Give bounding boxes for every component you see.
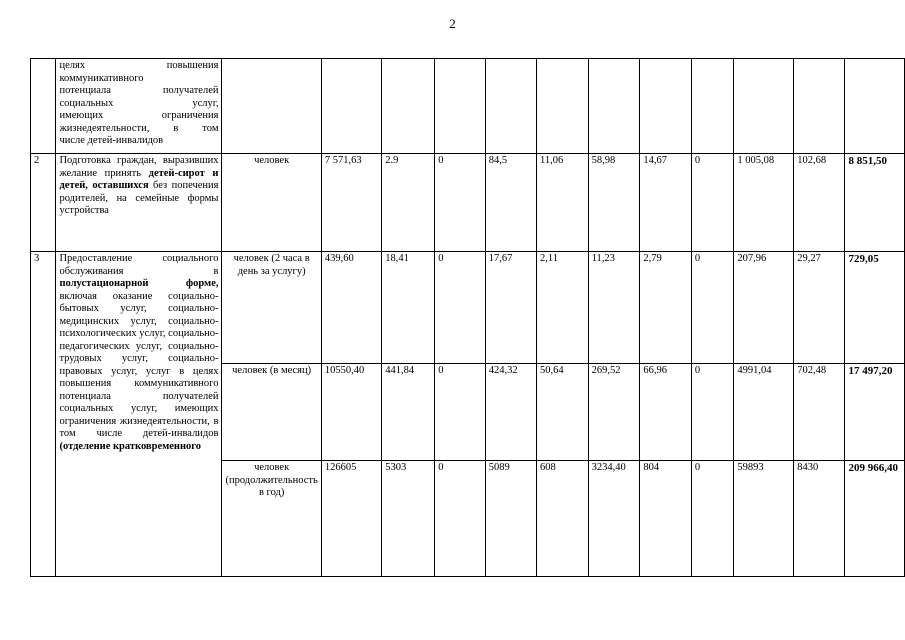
value-cell: 608 [537, 461, 589, 577]
value-cell: 84,5 [485, 154, 536, 252]
desc-line: числе детей-инвалидов [59, 135, 164, 146]
value-cell: 702,48 [794, 364, 845, 461]
unit-cell [222, 59, 321, 154]
value-cell: 1 005,08 [734, 154, 794, 252]
tariff-table [30, 58, 905, 577]
value-cell: 0 [691, 154, 734, 252]
value-cell: 8430 [794, 461, 845, 577]
value-cell: 804 [640, 461, 692, 577]
bold-text: полустационарной форме, [59, 278, 219, 289]
value-cell: 2,11 [537, 252, 589, 364]
bold-text: детей-сирот и детей, оставшихся [59, 167, 219, 191]
value-cell: 66,96 [640, 364, 692, 461]
value-cell: 2.9 [382, 154, 435, 252]
table-row [31, 59, 905, 154]
desc-line: жизнедеятельности, в том [59, 122, 219, 134]
table-row [31, 154, 905, 252]
value-cell: 126605 [321, 461, 381, 577]
total-cell: 17 497,20 [845, 364, 905, 461]
row-number [31, 59, 56, 154]
unit-cell: человек (2 часа в день за услугу) [222, 252, 321, 364]
value-cell: 5089 [485, 461, 536, 577]
row-number: 2 [31, 154, 56, 252]
value-cell: 17,67 [485, 252, 536, 364]
value-cell [691, 59, 734, 154]
value-cell: 0 [435, 461, 486, 577]
value-cell [382, 59, 435, 154]
value-cell: 0 [691, 364, 734, 461]
value-cell [734, 59, 794, 154]
value-cell: 59893 [734, 461, 794, 577]
desc-line: потенциала получателей [59, 85, 219, 96]
total-cell: 729,05 [845, 252, 905, 364]
value-cell: 5303 [382, 461, 435, 577]
value-cell [485, 59, 536, 154]
value-cell: 441,84 [382, 364, 435, 461]
desc-line: социальных услуг, [59, 97, 219, 109]
value-cell: 58,98 [588, 154, 640, 252]
unit-cell: человек (в месяц) [222, 364, 321, 461]
service-description: Предоставление социального обслуживания в полустационарной форме, включая оказание социально-бытовых услуг, социально-медицинских услуг, социально-психологических услуг, социально-педагогических услуг, социально-трудовых услуг, социально-правовых услуг, услуг в целях повышения коммуникативного потенциала получателей социальных услуг, имеющих ограничения жизнедеятельности, в том числе детей-инвалидов (отделение кратковременного [56, 252, 222, 577]
value-cell: 0 [691, 461, 734, 577]
total-cell: 8 851,50 [845, 154, 905, 252]
desc-line: целях повышения [59, 60, 219, 71]
value-cell: 424,32 [485, 364, 536, 461]
value-cell: 3234,40 [588, 461, 640, 577]
total-cell: 209 966,40 [845, 461, 905, 577]
value-cell: 18,41 [382, 252, 435, 364]
service-description: Подготовка граждан, выразивших желание принять детей-сирот и детей, оставшихся без попечения родителей, на семейные формы устройства [56, 154, 222, 252]
bold-text: (отделение кратковременного [59, 440, 202, 452]
value-cell: 11,23 [588, 252, 640, 364]
value-cell: 4991,04 [734, 364, 794, 461]
value-cell: 0 [691, 252, 734, 364]
desc-line: имеющих ограничения [59, 110, 219, 121]
value-cell: 0 [435, 364, 486, 461]
value-cell: 0 [435, 252, 486, 364]
desc-line: коммуникативного [59, 72, 144, 84]
total-cell [845, 59, 905, 154]
value-cell: 29,27 [794, 252, 845, 364]
value-cell [537, 59, 589, 154]
page-number: 2 [449, 16, 456, 31]
unit-cell: человек (продолжительность в год) [222, 461, 321, 577]
value-cell [794, 59, 845, 154]
value-cell: 14,67 [640, 154, 692, 252]
row-number: 3 [31, 252, 56, 577]
value-cell: 7 571,63 [321, 154, 381, 252]
value-cell: 269,52 [588, 364, 640, 461]
value-cell [321, 59, 381, 154]
service-description [56, 59, 222, 154]
value-cell: 439,60 [321, 252, 381, 364]
value-cell [640, 59, 692, 154]
value-cell: 2,79 [640, 252, 692, 364]
value-cell: 50,64 [537, 364, 589, 461]
value-cell: 0 [435, 154, 486, 252]
value-cell [588, 59, 640, 154]
value-cell: 11,06 [537, 154, 589, 252]
value-cell [435, 59, 486, 154]
value-cell: 10550,40 [321, 364, 381, 461]
value-cell: 102,68 [794, 154, 845, 252]
table-row [31, 252, 905, 364]
unit-cell: человек [222, 154, 321, 252]
value-cell: 207,96 [734, 252, 794, 364]
